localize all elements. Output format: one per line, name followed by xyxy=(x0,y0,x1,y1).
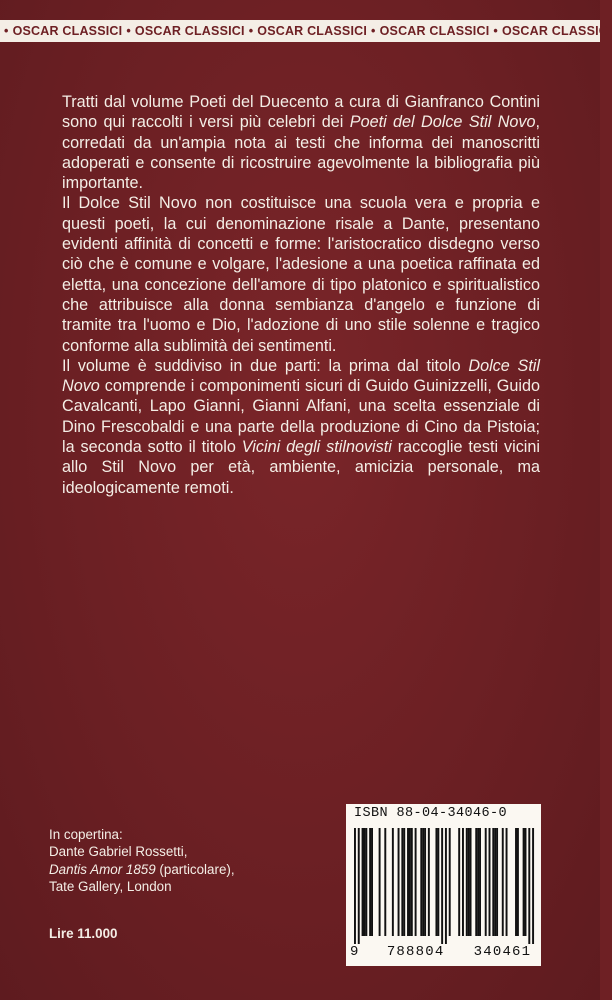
series-band xyxy=(0,20,612,42)
barcode-bar xyxy=(398,828,400,936)
barcode-bar xyxy=(489,828,491,936)
text-run: Tratti dal volume Poeti del Duecento a cura di Gianfranco Contini sono qui raccolti i versi più celebri dei xyxy=(62,93,540,132)
barcode-bar xyxy=(485,828,487,936)
barcode-bar xyxy=(468,828,470,936)
barcode-bar xyxy=(424,828,426,936)
barcode-bar xyxy=(523,828,525,936)
barcode-bar xyxy=(445,828,447,944)
barcode-bar xyxy=(354,828,356,944)
series-label: OSCAR CLASSICI xyxy=(501,24,612,38)
credit-line-2: Dante Gabriel Rossetti, xyxy=(49,844,188,860)
artwork-title: Dantis Amor 1859 xyxy=(49,861,156,877)
barcode-bar xyxy=(475,828,477,936)
barcode-bar xyxy=(517,828,519,936)
ean-first-digit: 9 xyxy=(350,944,360,960)
cover-credit xyxy=(49,826,329,896)
barcode-bar xyxy=(371,828,373,936)
barcode-bar xyxy=(392,828,394,936)
blurb-text xyxy=(62,92,540,498)
italic-title: Poeti del Dolce Stil Novo xyxy=(349,113,536,132)
barcode-bar xyxy=(428,828,430,936)
series-label: OSCAR CLASSICI xyxy=(257,24,368,38)
series-label: OSCAR CLASSICI xyxy=(134,24,245,38)
barcode-bar xyxy=(435,828,437,936)
italic-title: Vicini degli stilnovisti xyxy=(241,438,392,457)
barcode-bar xyxy=(415,828,417,936)
price-label: Lire 11.000 xyxy=(49,926,118,941)
barcode-bar xyxy=(494,828,496,936)
barcode-bar xyxy=(479,828,481,936)
credit-line-3 xyxy=(49,861,329,878)
barcode-bar xyxy=(369,828,371,936)
barcode-bar xyxy=(466,828,468,936)
ean-right-group: 340461 xyxy=(473,944,532,960)
barcode-bar xyxy=(358,828,360,944)
text-run: raccoglie testi vicini allo Stil Novo per età, ambiente, amicizia personale, ma ideologicamente remoti. xyxy=(62,438,540,497)
barcode-bar xyxy=(403,828,405,936)
barcode-bars xyxy=(354,828,534,944)
text-run: , corredati da un'ampia nota ai testi che informa dei manoscritti adoperati e consente di ricostruire agevolmente la bibliografia più importante. xyxy=(62,113,540,193)
text-run: Il volume è suddiviso in due parti: la prima dal titolo xyxy=(62,356,469,375)
barcode-bar xyxy=(379,828,381,936)
blurb-paragraph-3 xyxy=(62,356,540,498)
barcode-bar xyxy=(362,828,364,936)
series-label: OSCAR CLASSICI xyxy=(12,24,123,38)
text-run: Il Dolce Stil Novo non costituisce una scuola vera e propria e questi poeti, la cui denominazione risale a Dante, presentano evidenti affinità di concetti e forme: l'aristocratico disdegno verso ciò che è comune e volgare, l'adesione a una poetica raffinata ed eletta, una concezione dell'amore di tipo platonico e spiritualistico che attribuisce alla donna sembianza d'angelo e funzione di tramite tra l'uomo e Dio, l'adozione di uno stile solenne e tragico conforme alla sublimità dei sentimenti. xyxy=(62,194,540,355)
series-separator: • xyxy=(371,24,376,38)
credit-line-1: In copertina: xyxy=(49,827,123,842)
barcode-bar xyxy=(422,828,424,936)
barcode-bar xyxy=(437,828,439,936)
barcode-bar xyxy=(506,828,508,936)
barcode-bar xyxy=(449,828,451,936)
isbn-number: ISBN 88-04-34046-0 xyxy=(354,806,508,821)
barcode-bar xyxy=(441,828,443,944)
barcode-bar xyxy=(528,828,530,944)
barcode-bar xyxy=(532,828,534,944)
series-separator: • xyxy=(126,24,131,38)
ean-left-group: 788804 xyxy=(386,944,445,960)
ean-digits xyxy=(350,944,536,960)
barcode-bar xyxy=(420,828,422,936)
italic-title: Dolce Stil Novo xyxy=(62,356,541,396)
barcode-bar xyxy=(492,828,494,936)
series-separator: • xyxy=(493,24,498,38)
barcode-bar xyxy=(363,828,365,936)
series-separator: • xyxy=(248,24,254,38)
barcode-bar xyxy=(496,828,498,936)
series-separator: • xyxy=(4,24,9,38)
barcode-bar xyxy=(470,828,472,936)
barcode-bar xyxy=(477,828,479,936)
barcode-bar xyxy=(401,828,403,936)
artwork-note: (particolare), xyxy=(155,861,235,877)
barcode-bar xyxy=(525,828,527,936)
series-label: OSCAR CLASSICI xyxy=(379,24,490,38)
blurb-paragraph-2 xyxy=(62,193,540,355)
barcode-bar xyxy=(458,828,460,936)
blurb-paragraph-1 xyxy=(62,92,540,193)
barcode-bar xyxy=(462,828,464,936)
barcode-bar xyxy=(384,828,386,936)
barcode-label xyxy=(346,804,541,966)
barcode-bar xyxy=(411,828,413,936)
barcode-bar xyxy=(409,828,411,936)
barcode-bar xyxy=(365,828,367,936)
barcode-bar xyxy=(502,828,504,936)
credit-line-4: Tate Gallery, London xyxy=(49,879,172,895)
text-run: comprende i componimenti sicuri di Guido Guinizzelli, Guido Cavalcanti, Lapo Gianni, Gianni Alfani, una scelta essenziale di Dino Frescobaldi e una parte della produzione di Cino da Pistoia; la seconda sotto il titolo xyxy=(62,377,540,457)
barcode-bar xyxy=(515,828,517,936)
barcode-bar xyxy=(407,828,409,936)
